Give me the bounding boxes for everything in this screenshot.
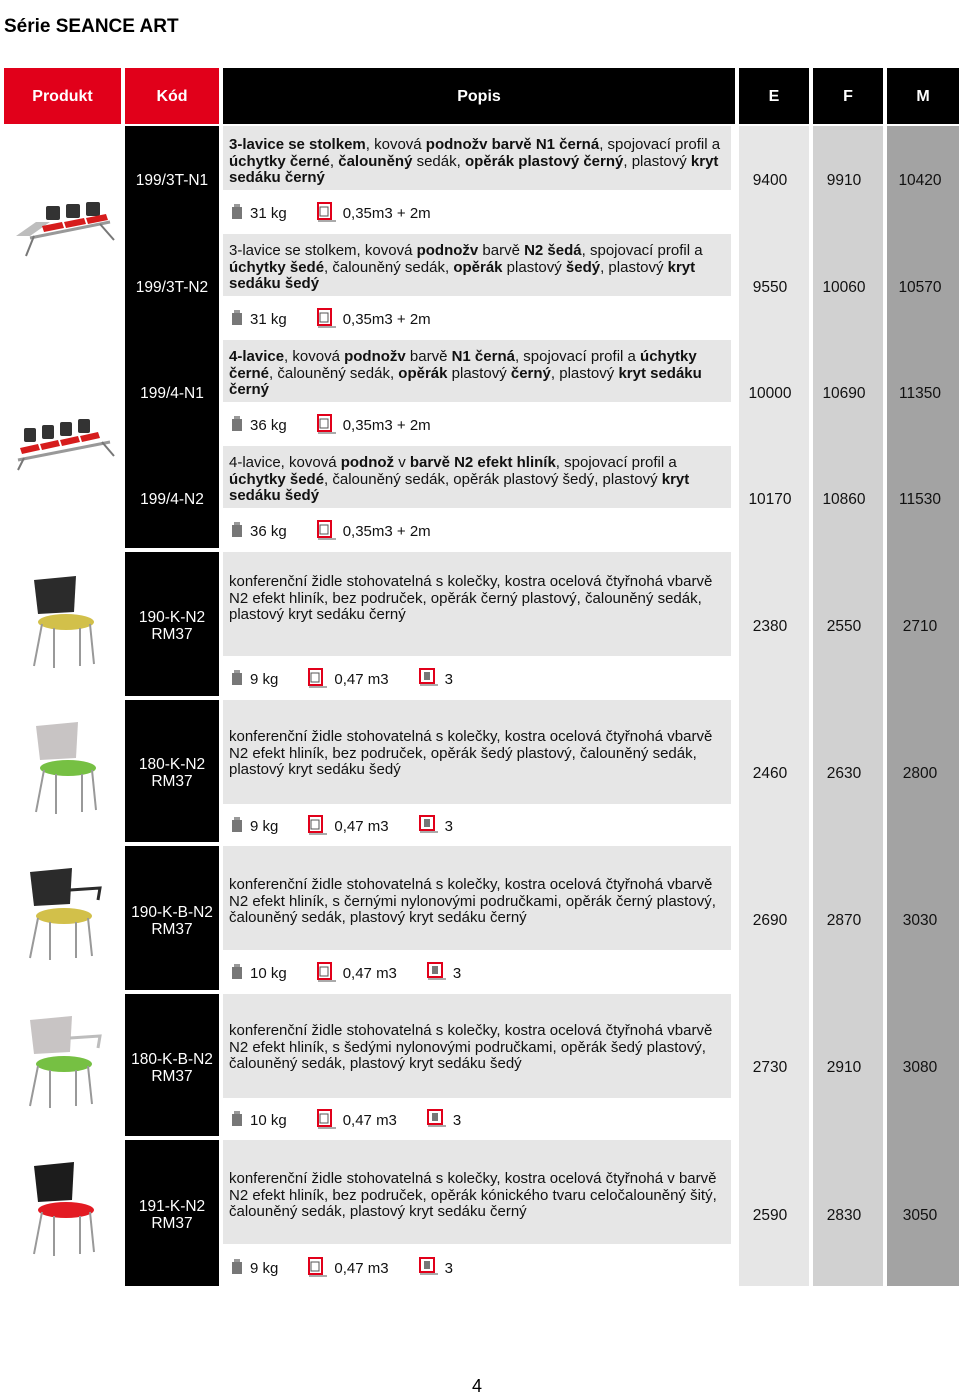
product-code: 190-K-B-N2 RM37 (131, 904, 213, 938)
product-description: 3-lavice se stolkem, kovová podnožv barvě N1 černá, spojovací profil a úchytky černé, čalouněný sedák, opěrák plastový černý, plastový kryt sedáku černý (223, 126, 731, 190)
product-description: konferenční židle stohovatelná s kolečky, kostra ocelová čtyřnohá vbarvě N2 efekt hliník, bez područek, opěrák šedý plastový, čalouněný sedák, plastový kryt sedáku šedý (223, 700, 731, 804)
box-volume-icon (317, 306, 337, 332)
pack-count-icon (419, 667, 439, 691)
product-code: 199/3T-N1 (135, 172, 209, 189)
header-produkt: Produkt (4, 68, 121, 124)
header-m: M (887, 68, 959, 124)
pack-count-icon (419, 814, 439, 838)
product-description: konferenční židle stohovatelná s kolečky, kostra ocelová čtyřnohá vbarvě N2 efekt hliník, s černými nylonovými područkami, opěrák černý plastový, čalouněný sedák, plastový kryt sedáku černý (223, 846, 731, 950)
pack-count-icon (419, 1256, 439, 1280)
price-f: 2830 (826, 1207, 862, 1224)
page-title: Série SEANCE ART (4, 16, 179, 37)
weight-icon (230, 309, 244, 329)
weight-icon (230, 415, 244, 435)
price-e: 10170 (748, 491, 792, 508)
price-f: 2870 (826, 912, 862, 929)
table-header (4, 68, 959, 124)
price-f: 2910 (826, 1059, 862, 1076)
product-code: 199/4-N2 (140, 491, 204, 508)
header-e: E (739, 68, 809, 124)
product-description: konferenční židle stohovatelná s kolečky, kostra ocelová čtyřnohá v barvě N2 efekt hliník, bez područek, opěrák kónického tvaru celočalouněný šitý, čalouněný sedák, plastový kryt sedáku černý (223, 1140, 731, 1244)
weight-value: 10 kg (250, 1111, 287, 1129)
price-f: 2630 (826, 765, 862, 782)
price-e: 2590 (752, 1207, 788, 1224)
weight-value: 36 kg (250, 522, 287, 540)
chair-armrest-black-yellow-image (20, 864, 110, 964)
product-code: 199/4-N1 (140, 385, 204, 402)
header-f: F (813, 68, 883, 124)
box-volume-icon (317, 960, 337, 986)
box-volume-icon (317, 412, 337, 438)
chair-armrest-grey-green-image (20, 1012, 110, 1112)
price-column-m (887, 126, 959, 1286)
volume-value: 0,47 m3 (334, 1259, 389, 1277)
weight-icon (230, 816, 244, 836)
volume-value: 0,35m3 + 2m (342, 204, 431, 222)
chair-grey-green-image (26, 718, 106, 818)
price-e: 9400 (752, 172, 788, 189)
weight-icon (230, 203, 244, 223)
weight-value: 10 kg (250, 964, 287, 982)
box-volume-icon (308, 813, 328, 839)
price-m: 2800 (902, 765, 938, 782)
price-e: 2730 (752, 1059, 788, 1076)
header-kod: Kód (125, 68, 219, 124)
price-m: 11530 (899, 491, 941, 508)
volume-value: 0,47 m3 (342, 964, 397, 982)
spec-row (230, 1109, 491, 1131)
spec-row (230, 414, 461, 436)
price-e: 10000 (748, 385, 792, 402)
spec-row (230, 308, 461, 330)
pack-value: 3 (444, 817, 453, 835)
page-number: 4 (472, 1376, 483, 1396)
pack-count-icon (427, 1108, 447, 1132)
price-m: 10570 (898, 279, 942, 296)
price-m: 11350 (899, 385, 941, 402)
price-f: 2550 (826, 618, 862, 635)
weight-icon (230, 669, 244, 689)
price-e: 2380 (752, 618, 788, 635)
weight-value: 31 kg (250, 204, 287, 222)
product-code: 190-K-N2 RM37 (138, 609, 206, 643)
header-popis: Popis (223, 68, 735, 124)
weight-value: 36 kg (250, 416, 287, 434)
weight-icon (230, 1258, 244, 1278)
box-volume-icon (317, 518, 337, 544)
volume-value: 0,35m3 + 2m (342, 416, 431, 434)
box-volume-icon (317, 200, 337, 226)
chair-upholstered-red-image (24, 1160, 104, 1260)
price-e: 2690 (752, 912, 788, 929)
product-description: 4-lavice, kovová podnožv barvě N1 černá, spojovací profil a úchytky černé, čalouněný sedák, opěrák plastový černý, plastový kryt sedáku černý (223, 340, 731, 402)
product-code: 199/3T-N2 (135, 279, 209, 296)
box-volume-icon (308, 1255, 328, 1281)
price-m: 2710 (902, 618, 938, 635)
price-e: 9550 (752, 279, 788, 296)
chair-black-yellow-image (24, 572, 104, 672)
weight-value: 9 kg (250, 1259, 279, 1277)
price-f: 10690 (822, 385, 866, 402)
pack-value: 3 (444, 1259, 453, 1277)
pack-value: 3 (444, 670, 453, 688)
volume-value: 0,47 m3 (334, 817, 389, 835)
spec-row (230, 202, 461, 224)
spec-row (230, 520, 461, 542)
weight-icon (230, 963, 244, 983)
spec-row (230, 668, 483, 690)
pack-count-icon (427, 961, 447, 985)
pack-value: 3 (452, 964, 462, 982)
box-volume-icon (317, 1107, 337, 1133)
product-code: 180-K-B-N2 RM37 (131, 1051, 213, 1085)
price-m: 3030 (902, 912, 938, 929)
product-description: 4-lavice, kovová podnož v barvě N2 efekt hliník, spojovací profil a úchytky šedé, čalouněný sedák, opěrák plastový šedý, plastový kryt sedáku šedý (223, 446, 731, 508)
price-f: 10860 (822, 491, 866, 508)
price-f: 10060 (822, 279, 866, 296)
weight-icon (230, 521, 244, 541)
spec-row (230, 962, 491, 984)
code-column-benches (125, 126, 219, 548)
product-description: konferenční židle stohovatelná s kolečky, kostra ocelová čtyřnohá vbarvě N2 efekt hliník, bez područek, opěrák černý plastový, čalouněný sedák, plastový kryt sedáku černý (223, 552, 731, 656)
weight-value: 31 kg (250, 310, 287, 328)
pack-value: 3 (452, 1111, 462, 1129)
price-column-f (813, 126, 883, 1286)
product-code: 191-K-N2 RM37 (138, 1198, 206, 1232)
price-f: 9910 (826, 172, 862, 189)
price-column-e (739, 126, 809, 1286)
volume-value: 0,35m3 + 2m (342, 522, 431, 540)
volume-value: 0,35m3 + 2m (342, 310, 431, 328)
weight-icon (230, 1110, 244, 1130)
volume-value: 0,47 m3 (334, 670, 389, 688)
weight-value: 9 kg (250, 817, 279, 835)
spec-row (230, 815, 483, 837)
price-m: 3050 (902, 1207, 938, 1224)
product-description: 3-lavice se stolkem, kovová podnožv barvě N2 šedá, spojovací profil a úchytky šedé, čalouněný sedák, opěrák plastový šedý, plastový kryt sedáku šedý (223, 234, 731, 296)
price-e: 2460 (752, 765, 788, 782)
price-m: 3080 (902, 1059, 938, 1076)
weight-value: 9 kg (250, 670, 279, 688)
bench-4-seat-black-image (10, 412, 120, 472)
spec-row (230, 1257, 483, 1279)
product-code: 180-K-N2 RM37 (138, 756, 206, 790)
bench-3-seat-black-image (10, 196, 120, 266)
volume-value: 0,47 m3 (342, 1111, 397, 1129)
box-volume-icon (308, 666, 328, 692)
product-description: konferenční židle stohovatelná s kolečky, kostra ocelová čtyřnohá vbarvě N2 efekt hliník, s šedými nylonovými područkami, opěrák šedý plastový, čalouněný sedák, plastový kryt sedáku šedý (223, 994, 731, 1098)
price-m: 10420 (898, 172, 942, 189)
